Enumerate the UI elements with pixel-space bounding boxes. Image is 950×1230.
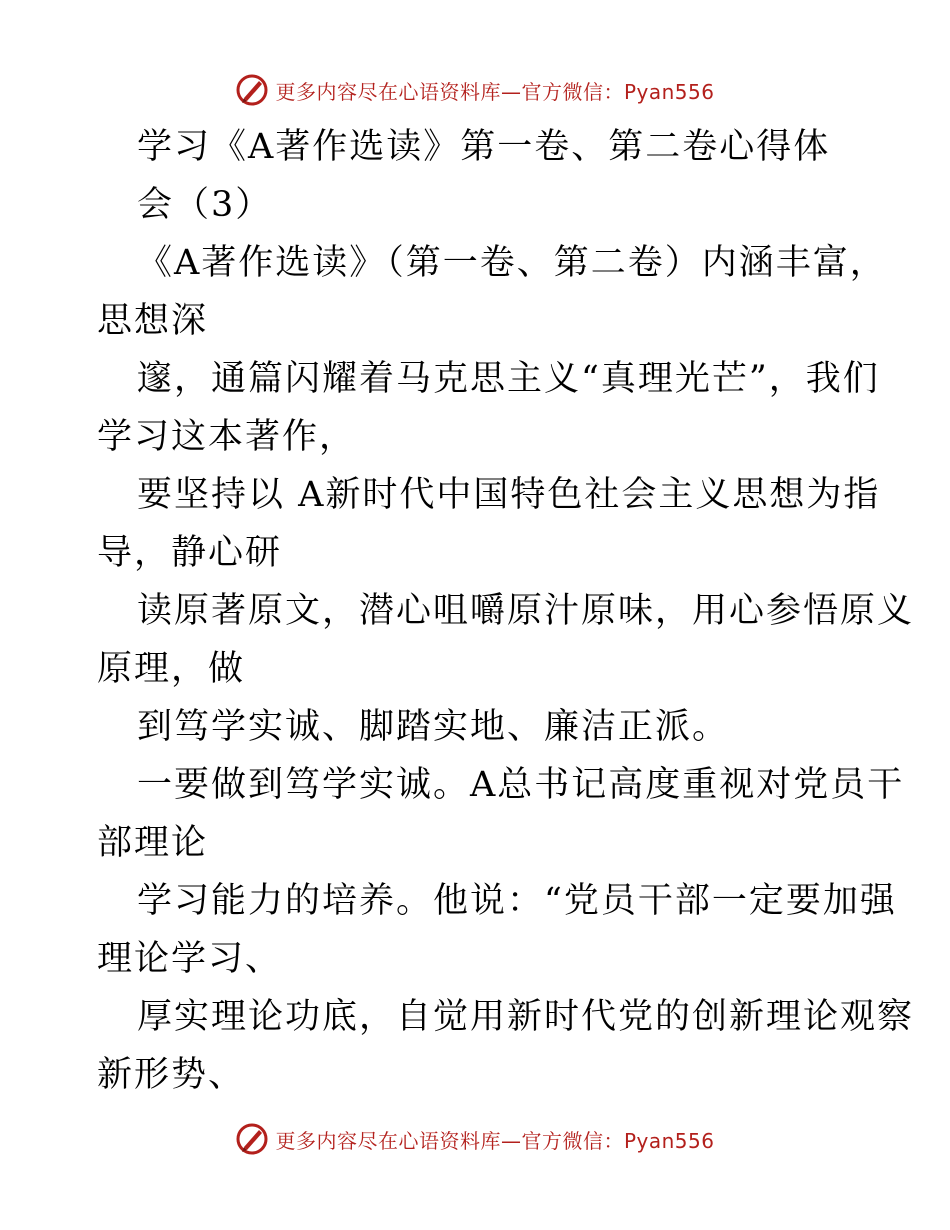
- quill-logo-icon: [235, 73, 269, 107]
- paragraph-line: 学习这本著作，: [97, 417, 357, 457]
- paragraph-line: 原理，做: [97, 649, 246, 689]
- footer-watermark-banner: [0, 1117, 950, 1161]
- paragraph-line: 一要做到笃学实诚。A总书记高度重视对党员干: [137, 765, 905, 805]
- paragraph-line: 读原著原文，潜心咀嚼原汁原味，用心参悟原义: [137, 591, 915, 631]
- paragraph-line: 邃，通篇闪耀着马克思主义“真理光芒”，我们: [137, 359, 880, 399]
- paragraph-line: 学习能力的培养。他说：“党员干部一定要加强: [137, 881, 897, 921]
- paragraph-line: 《A著作选读》（第一卷、第二卷）内涵丰富，: [137, 243, 887, 283]
- paragraph-line: 思想深: [97, 301, 209, 341]
- quill-logo-icon: [235, 1122, 269, 1156]
- title-line-1: 学习《A著作选读》第一卷、第二卷心得体: [137, 127, 831, 167]
- paragraph-line: 新形势、: [97, 1055, 246, 1095]
- paragraph-line: 导，静心研: [97, 533, 283, 573]
- paragraph-line: 部理论: [97, 823, 209, 863]
- header-watermark-banner: [0, 68, 950, 112]
- paragraph-line: 理论学习、: [97, 939, 283, 979]
- paragraph-line: 厚实理论功底，自觉用新时代党的创新理论观察: [137, 997, 915, 1037]
- paragraph-line: 要坚持以 A新时代中国特色社会主义思想为指: [137, 475, 881, 515]
- footer-watermark-text: 更多内容尽在心语资料库—官方微信：Pyan556: [275, 1128, 715, 1153]
- title-line-2: 会（3）: [137, 185, 273, 225]
- paragraph-line: 到笃学实诚、脚踏实地、廉洁正派。: [137, 707, 730, 747]
- header-watermark-text: 更多内容尽在心语资料库—官方微信：Pyan556: [275, 79, 715, 104]
- document-body: [97, 118, 915, 1104]
